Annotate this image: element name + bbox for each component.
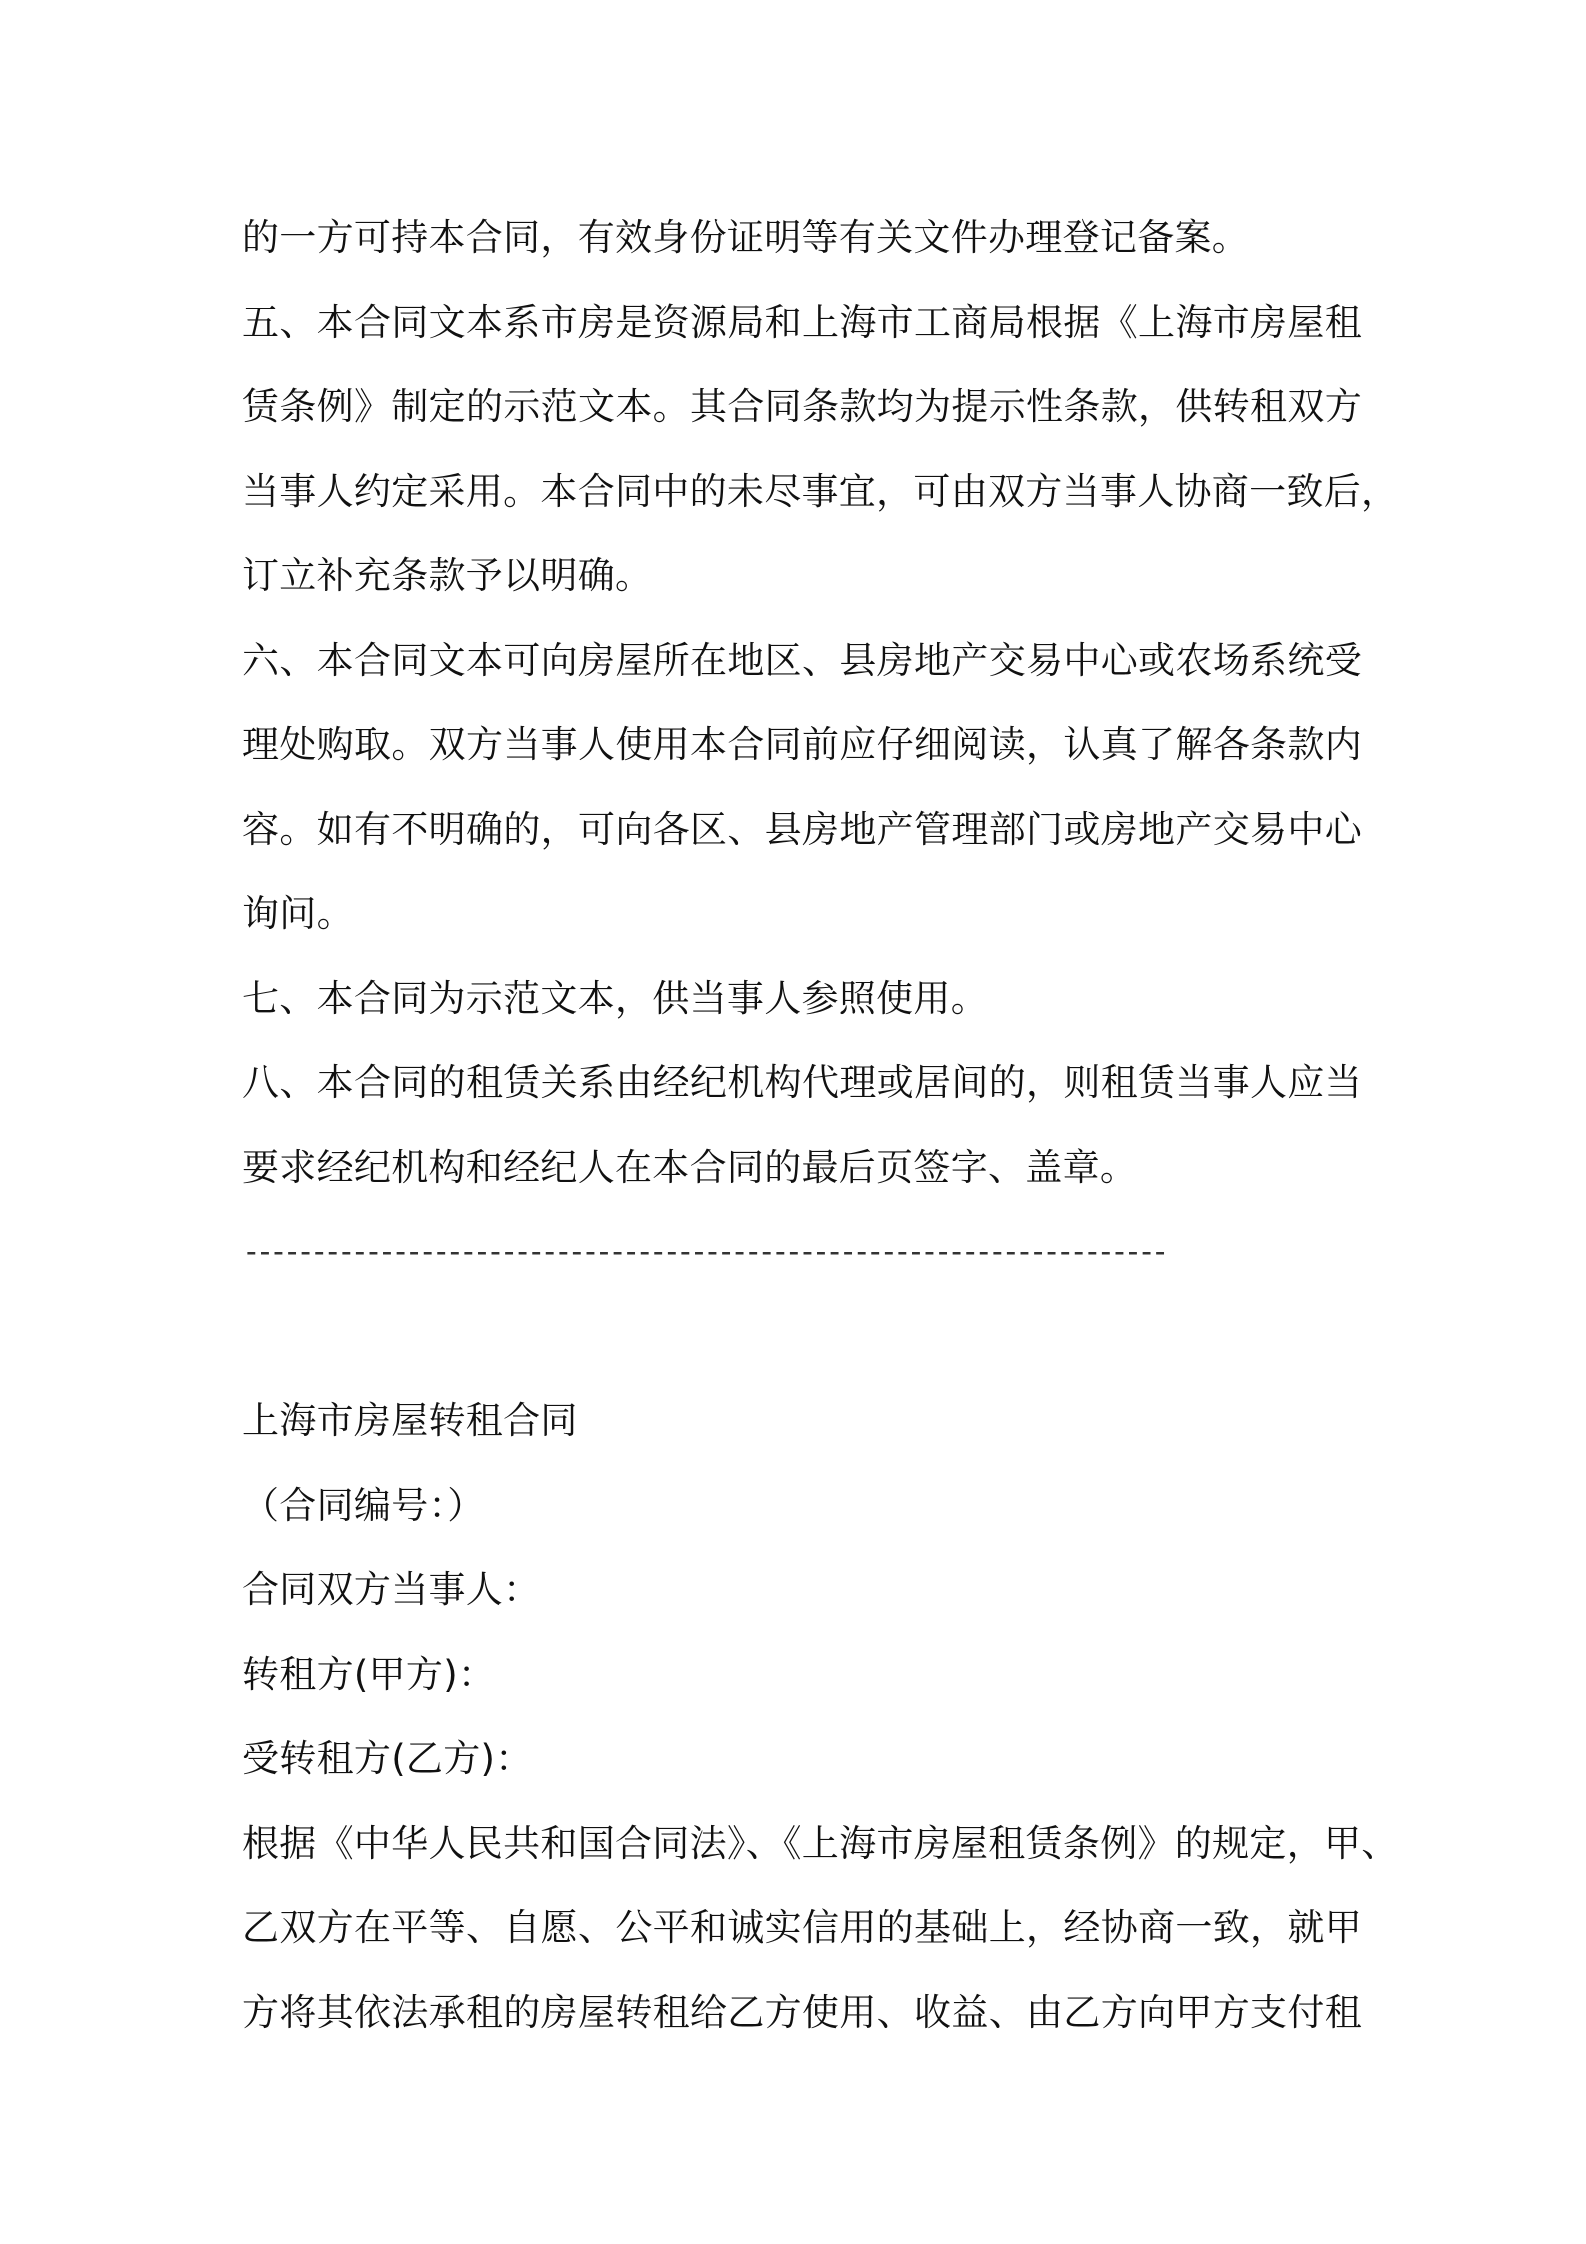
note-item-7-line: 七、本合同为示范文本，供当事人参照使用。 bbox=[242, 976, 988, 1020]
document-body bbox=[242, 196, 1399, 2055]
note-item-8-line-1: 八、本合同的租赁关系由经纪机构代理或居间的，则租赁当事人应当 bbox=[242, 1061, 1362, 1104]
note-item-6-line-1: 六、本合同文本可向房屋所在地区、县房地产交易中心或农场系统受 bbox=[242, 638, 1362, 682]
preamble-line-1: 根据《中华人民共和国合同法》、《上海市房屋租赁条例》的规定，甲、 bbox=[242, 1821, 1399, 1865]
note-item-5-line-2: 赁条例》制定的示范文本。其合同条款均为提示性条款，供转租双方 bbox=[242, 385, 1362, 428]
contract-number-label: （合同编号：） bbox=[242, 1483, 485, 1527]
notes-continuation-line: 的一方可持本合同，有效身份证明等有关文件办理登记备案。 bbox=[242, 216, 1250, 259]
party-b-label: 受转租方(乙方)： bbox=[242, 1737, 533, 1780]
note-item-6-line-2: 理处购取。双方当事人使用本合同前应仔细阅读，认真了解各条款内 bbox=[242, 723, 1362, 766]
note-item-6-line-3: 容。如有不明确的，可向各区、县房地产管理部门或房地产交易中心 bbox=[242, 807, 1362, 851]
note-item-5-line-3: 当事人约定采用。本合同中的未尽事宜，可由双方当事人协商一致后， bbox=[242, 469, 1399, 513]
dashed-divider: -------------------------------------------------------------------- bbox=[242, 1234, 1165, 1270]
party-a-label: 转租方(甲方)： bbox=[242, 1652, 496, 1696]
spacer bbox=[242, 1295, 1362, 1380]
note-item-5-line-4: 订立补充条款予以明确。 bbox=[242, 554, 653, 597]
note-item-8-line-2: 要求经纪机构和经纪人在本合同的最后页签字、盖章。 bbox=[242, 1145, 1138, 1189]
note-item-6-line-4: 询问。 bbox=[242, 892, 354, 935]
contract-title: 上海市房屋转租合同 bbox=[242, 1399, 578, 1442]
preamble-line-2: 乙双方在平等、自愿、公平和诚实信用的基础上，经协商一致，就甲 bbox=[242, 1906, 1362, 1949]
contract-parties-label: 合同双方当事人： bbox=[242, 1568, 541, 1611]
preamble-line-3: 方将其依法承租的房屋转租给乙方使用、收益、由乙方向甲方支付租 bbox=[242, 1990, 1362, 2034]
note-item-5-line-1: 五、本合同文本系市房是资源局和上海市工商局根据《上海市房屋租 bbox=[242, 300, 1362, 344]
